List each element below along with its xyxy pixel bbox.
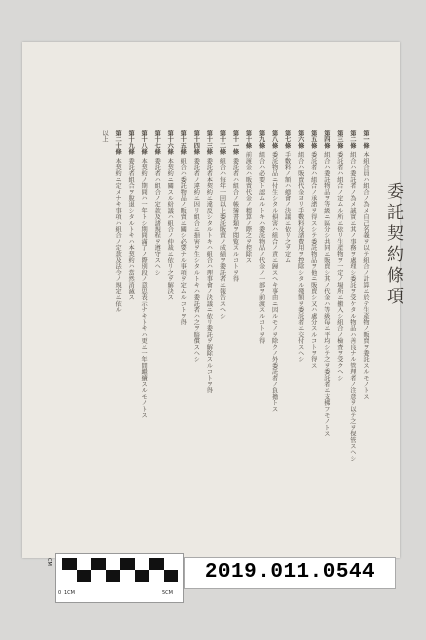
clause-text: 本契約ニ關スル紛議ハ組合ノ仲裁ニ依リ之ヲ解決ス xyxy=(166,157,174,301)
clause-12 xyxy=(217,130,226,510)
clause-16 xyxy=(165,130,174,510)
clause-number: 第七條 xyxy=(283,130,291,149)
clause-17 xyxy=(152,130,161,510)
clause-number: 第八條 xyxy=(270,130,278,149)
clause-number: 第十六條 xyxy=(166,130,174,155)
clause-20 xyxy=(113,130,122,510)
scale-bar xyxy=(46,553,184,603)
clause-text: 組合ハ販賣代金ヨリ手數料及諸費用ヲ控除シタル殘額ヲ委託者ニ交付スヘシ xyxy=(296,151,304,363)
clause-13 xyxy=(204,130,213,510)
clause-number: 第十三條 xyxy=(205,130,213,155)
clause-1 xyxy=(361,130,370,510)
clause-5 xyxy=(309,130,318,510)
clause-number: 第三條 xyxy=(335,130,343,149)
clause-number: 第九條 xyxy=(257,130,265,149)
clause-number: 第十五條 xyxy=(179,130,187,155)
clause-text: 組合ハ每年一回以上委託販賣ノ成績ヲ委託者ニ報告スヘシ xyxy=(218,157,226,320)
clause-text: 委託物品ニ付生シタル損害ハ組合ノ責ニ歸スヘキ事由ニ因ルモノヲ除クノ外委託者ノ負擔トス xyxy=(270,151,278,413)
clause-text: 本契約ノ期間ハ一年トシ期間滿了ノ際別段ノ意思表示ナキトキハ更ニ一年間繼續スルモノトス xyxy=(140,157,148,419)
clause-text: 組合ハ必要ト認ムルトキハ委託物品ノ代金ノ一部ヲ前渡スルコトヲ得 xyxy=(257,151,265,344)
clause-number: 第十四條 xyxy=(192,130,200,155)
scale-label-5cm: 5CM xyxy=(162,590,173,596)
clause-number: 第十八條 xyxy=(140,130,148,155)
clause-text: 手數料ノ額ハ總會ノ決議ニ依リ之ヲ定ム xyxy=(283,151,291,264)
clause-4 xyxy=(322,130,331,510)
accession-number: 2019.011.0544 xyxy=(184,557,396,589)
clause-text: 委託者ハ組合ノ定ムル所ニ依リ生產物ヲ一定ノ場所ニ搬入シ組合ノ檢査ヲ受クヘシ xyxy=(335,151,343,382)
clause-number: 第四條 xyxy=(322,130,330,149)
clause-11 xyxy=(230,130,239,510)
clause-14 xyxy=(191,130,200,510)
clause-text: 委託者組合ヲ脫退シタルトキハ本契約ハ當然消滅ス xyxy=(127,157,135,301)
clause-text: 本組合員ハ組合ノ為メ自己名義ヲ以テ組合ノ計算ニ於テ生產物ノ販賣ヲ委託スルモノトス xyxy=(361,151,369,400)
clause-number: 第一條 xyxy=(361,130,369,149)
clause-text: 組合ハ委託物品ノ販賣ニ關シ必要ナル事項ヲ定ムルコトヲ得 xyxy=(179,157,187,326)
clause-15 xyxy=(178,130,187,510)
clause-9 xyxy=(257,130,266,510)
clause-text: 本契約ニ定メナキ事項ハ組合ノ定款及法令ノ規定ニ依ル xyxy=(114,157,122,313)
scale-row-top xyxy=(62,558,178,570)
clause-18 xyxy=(139,130,148,510)
document-title: 委託契約條項 xyxy=(383,182,403,308)
scale-row-bottom xyxy=(62,570,178,582)
scale-label-1cm: 1CM xyxy=(64,590,75,596)
clause-text: 組合ハ委託者ノ為メ誠實ニ其ノ事務ヲ處理シ委託ヲ受ケタル物品ハ善良ナル管理者ノ注意ヲ以テ之ヲ保管スヘシ xyxy=(348,151,356,462)
clause-number: 第十九條 xyxy=(127,130,135,155)
clause-3 xyxy=(335,130,344,510)
clause-number: 第二條 xyxy=(348,130,356,149)
clause-columns xyxy=(100,130,370,510)
clause-8 xyxy=(270,130,279,510)
clause-7 xyxy=(283,130,292,510)
clause-number: 第十七條 xyxy=(153,130,161,155)
clause-number: 第十條 xyxy=(244,130,252,149)
scale-label-zero: 0 xyxy=(58,590,62,596)
clause-text: 組合ハ委託物品ヲ等級ニ區分シ共同ニ販賣シ其ノ代金ハ等級毎ニ平均シテ之ヲ委託者ニ支拂フモノトス xyxy=(322,151,330,437)
clause-number: 第五條 xyxy=(309,130,317,149)
clause-text: 前渡金ハ販賣代金ノ精算ノ際之ヲ控除ス xyxy=(244,151,252,264)
clause-text: 委託者ノ違約ニ因リ組合ニ損害ヲ生シタルトキハ委託者ハ之ヲ賠償スヘシ xyxy=(192,157,200,363)
document-sheet xyxy=(22,42,403,558)
clause-6 xyxy=(296,130,305,510)
clause-number: 第十一條 xyxy=(231,130,239,155)
scale-side-label: CM xyxy=(46,558,52,566)
clause-number: 第二十條 xyxy=(114,130,122,155)
clause-text: 委託者ハ組合ノ承諾ヲ得スシテ委託物品ヲ他ニ販賣シ又ハ處分スルコトヲ得ス xyxy=(309,151,317,369)
clause-text: 委託者ハ組合ノ帳簿書類ヲ閲覧スルコトヲ得 xyxy=(231,157,239,282)
clause-number: 第十二條 xyxy=(218,130,226,155)
clause-2 xyxy=(348,130,357,510)
clause-10 xyxy=(244,130,253,510)
clause-text: 委託者本契約ニ違反シタルトキハ組合ハ理事會ノ決議ニ依リ委託ヲ解除スルコトヲ得 xyxy=(205,157,213,394)
clause-number: 第六條 xyxy=(296,130,304,149)
clause-19 xyxy=(126,130,135,510)
clause-text: 委託者ハ組合ノ定款及諸規程ヲ遵守スヘシ xyxy=(153,157,161,276)
end-mark: 以上 xyxy=(101,130,108,143)
